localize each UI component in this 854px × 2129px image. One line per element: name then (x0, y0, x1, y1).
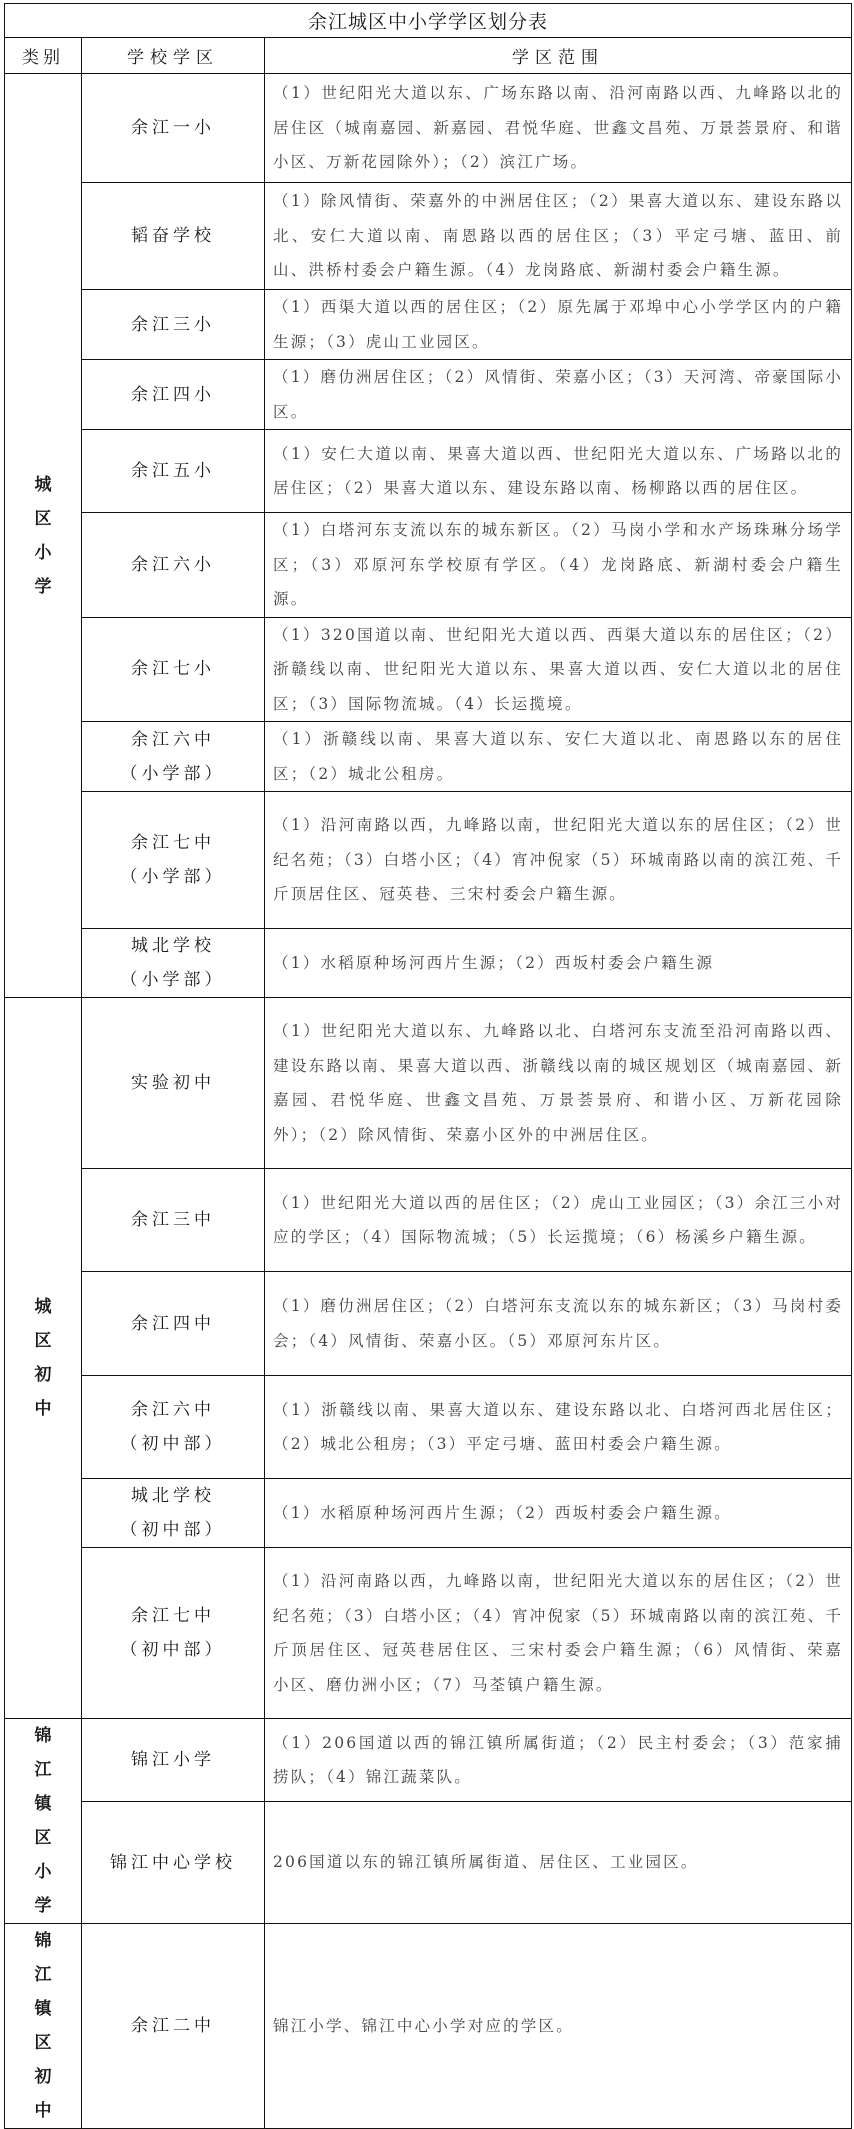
school-name-line: （小学部） (120, 970, 226, 990)
school-name-line: 余江七小 (131, 659, 215, 680)
category-char: 小 (34, 1862, 52, 1882)
category-char: 锦 (34, 1726, 52, 1746)
district-range-cell: （1）水稻原种场河西片生源；（2）西坂村委会户籍生源。 (265, 1479, 852, 1548)
school-name-cell (82, 430, 265, 513)
category-cell (5, 1719, 82, 1924)
table-row (5, 722, 852, 792)
school-name-line: 余江四小 (131, 384, 215, 405)
school-name-cell (82, 1272, 265, 1376)
school-name-cell (82, 183, 265, 290)
district-range-cell: 锦江小学、锦江中心小学对应的学区。 (265, 1924, 852, 2129)
district-range-cell: （1）沿河南路以西，九峰路以南，世纪阳光大道以东的居住区；（2）世纪名苑；（3）白塔小区；（4）宵冲倪家（5）环城南路以南的滨江苑、千斤顶居住区、冠英巷居住区、三宋村委会户籍生源；（6）风情街、荣嘉小区、磨仂洲小区；（7）马荃镇户籍生源。 (265, 1548, 852, 1719)
district-range-cell: （1）西渠大道以西的居住区；（2）原先属于邓埠中心小学学区内的户籍生源；（3）虎山工业园区。 (265, 290, 852, 360)
district-range-cell: 206国道以东的锦江镇所属街道、居住区、工业园区。 (265, 1802, 852, 1924)
title-row (5, 4, 852, 38)
district-range-cell: （1）水稻原种场河西片生源；（2）西坂村委会户籍生源 (265, 929, 852, 998)
district-range-cell: （1）白塔河东支流以东的城东新区。（2）马岗小学和水产场珠琳分场学区；（3）邓原河东学校原有学区。（4）龙岗路底、新湖村委会户籍生源。 (265, 513, 852, 618)
table-row (5, 1376, 852, 1479)
school-name-cell (82, 792, 265, 929)
school-name-line: （初中部） (120, 1434, 226, 1454)
category-char: 中 (34, 1399, 52, 1419)
table-row (5, 1719, 852, 1802)
category-char: 城 (34, 474, 52, 495)
category-char: 初 (34, 1365, 52, 1385)
school-name-cell (82, 1924, 265, 2129)
school-name-line: （初中部） (120, 1520, 226, 1540)
table-row (5, 1272, 852, 1376)
category-char: 学 (34, 1896, 52, 1916)
category-cell (5, 1924, 82, 2129)
category-char: 区 (34, 1828, 52, 1848)
school-name-line: 余江六中 (131, 1400, 215, 1420)
table-row (5, 1924, 852, 2129)
district-range-cell: （1）世纪阳光大道以西的居住区；（2）虎山工业园区；（3）余江三小对应的学区；（4）国际物流城；（5）长运揽境；（6）杨溪乡户籍生源。 (265, 1169, 852, 1272)
school-name-cell (82, 617, 265, 722)
district-range-cell: （1）浙赣线以南、果喜大道以东、建设东路以北、白塔河西北居住区；（2）城北公租房；（3）平定弓塘、蓝田村委会户籍生源。 (265, 1376, 852, 1479)
district-range-cell: （1）沿河南路以西，九峰路以南，世纪阳光大道以东的居住区；（2）世纪名苑；（3）白塔小区；（4）宵冲倪家（5）环城南路以南的滨江苑、千斤顶居住区、冠英巷、三宋村委会户籍生源。 (265, 792, 852, 929)
school-name-cell (82, 1802, 265, 1924)
table-row (5, 430, 852, 513)
header-range: 学区范围 (265, 38, 852, 74)
header-row (5, 38, 852, 74)
school-name-line: 余江三小 (131, 314, 215, 335)
category-char: 江 (34, 1760, 52, 1780)
school-name-cell (82, 1719, 265, 1802)
table-row (5, 929, 852, 998)
school-district-table (4, 3, 852, 2129)
table-row (5, 1169, 852, 1272)
school-name-line: 余江四中 (131, 1313, 215, 1334)
category-char: 镇 (34, 1794, 52, 1814)
category-char: 区 (34, 1331, 52, 1351)
school-name-cell (82, 513, 265, 618)
category-cell (5, 998, 82, 1719)
school-name-cell (82, 929, 265, 998)
district-range-cell: （1）磨仂洲居住区；（2）白塔河东支流以东的城东新区；（3）马岗村委会；（4）风情街、荣嘉小区。（5）邓原河东片区。 (265, 1272, 852, 1376)
school-name-cell (82, 74, 265, 183)
table-row (5, 513, 852, 618)
table-row (5, 1548, 852, 1719)
table-row (5, 1479, 852, 1548)
category-char: 小 (34, 542, 52, 563)
category-char: 城 (34, 1297, 52, 1317)
school-name-line: 实验初中 (131, 1073, 215, 1093)
school-name-cell (82, 1169, 265, 1272)
school-name-line: （小学部） (120, 763, 226, 784)
category-char: 区 (34, 2033, 52, 2053)
school-name-line: 余江五小 (131, 461, 215, 481)
table-row (5, 74, 852, 183)
district-range-cell: （1）206国道以西的锦江镇所属街道；（2）民主村委会；（3）范家捕捞队；（4）锦江蔬菜队。 (265, 1719, 852, 1802)
category-char: 锦 (34, 1931, 52, 1951)
school-name-cell (82, 1479, 265, 1548)
header-school: 学校学区 (82, 38, 265, 74)
school-name-line: 余江七中 (131, 833, 215, 853)
school-name-line: 锦江中心学校 (110, 1852, 236, 1873)
category-char: 初 (34, 2067, 52, 2087)
school-name-line: 韬奋学校 (131, 226, 215, 246)
school-name-line: 余江七中 (131, 1606, 215, 1626)
category-cell (5, 74, 82, 998)
school-name-line: 锦江小学 (131, 1750, 215, 1771)
district-range-cell: （1）世纪阳光大道以东、九峰路以北、白塔河东支流至沿河南路以西、建设东路以南、果喜大道以西、浙赣线以南的城区规划区（城南嘉园、新嘉园、君悦华庭、世鑫文昌苑、万景荟景府、和谐小区、万新花园除外）；（2）除风情街、荣嘉小区外的中洲居住区。 (265, 998, 852, 1169)
school-name-line: （初中部） (120, 1640, 226, 1660)
school-name-line: 城北学校 (131, 936, 215, 956)
school-name-cell (82, 722, 265, 792)
category-char: 学 (34, 576, 52, 597)
table-row (5, 360, 852, 430)
category-char: 中 (34, 2101, 52, 2121)
category-char: 江 (34, 1965, 52, 1985)
school-name-cell (82, 290, 265, 360)
school-name-cell (82, 1376, 265, 1479)
table-row (5, 792, 852, 929)
school-name-cell (82, 360, 265, 430)
school-name-cell (82, 998, 265, 1169)
district-range-cell: （1）320国道以南、世纪阳光大道以西、西渠大道以东的居住区；（2）浙赣线以南、世纪阳光大道以东、果喜大道以西、安仁大道以北的居住区；（3）国际物流城。（4）长运揽境。 (265, 617, 852, 722)
table-row (5, 998, 852, 1169)
header-category: 类别 (5, 38, 82, 74)
district-range-cell: （1）安仁大道以南、果喜大道以西、世纪阳光大道以东、广场路以北的居住区；（2）果喜大道以东、建设东路以南、杨柳路以西的居住区。 (265, 430, 852, 513)
table-row (5, 183, 852, 290)
school-name-line: 余江二中 (131, 2016, 215, 2036)
district-range-cell: （1）浙赣线以南、果喜大道以东、安仁大道以北、南恩路以东的居住区；（2）城北公租房。 (265, 722, 852, 792)
table-title: 余江城区中小学学区划分表 (5, 4, 852, 38)
school-name-line: 城北学校 (131, 1486, 215, 1506)
school-name-line: 余江三中 (131, 1210, 215, 1230)
school-name-line: 余江一小 (131, 118, 215, 138)
table-row (5, 617, 852, 722)
school-name-line: 余江六小 (131, 554, 215, 575)
category-char: 镇 (34, 1999, 52, 2019)
district-range-cell: （1）除风情街、荣嘉外的中洲居住区；（2）果喜大道以东、建设东路以北、安仁大道以南、南恩路以西的居住区；（3）平定弓塘、蓝田、前山、洪桥村委会户籍生源。（4）龙岗路底、新湖村委会户籍生源。 (265, 183, 852, 290)
school-name-cell (82, 1548, 265, 1719)
category-char: 区 (34, 508, 52, 529)
district-range-cell: （1）磨仂洲居住区；（2）风情街、荣嘉小区；（3）天河湾、帝豪国际小区。 (265, 360, 852, 430)
district-range-cell: （1）世纪阳光大道以东、广场东路以南、沿河南路以西、九峰路以北的居住区（城南嘉园、新嘉园、君悦华庭、世鑫文昌苑、万景荟景府、和谐小区、万新花园除外）；（2）滨江广场。 (265, 74, 852, 183)
table-row (5, 1802, 852, 1924)
table-row (5, 290, 852, 360)
school-name-line: （小学部） (120, 867, 226, 887)
school-name-line: 余江六中 (131, 729, 215, 750)
